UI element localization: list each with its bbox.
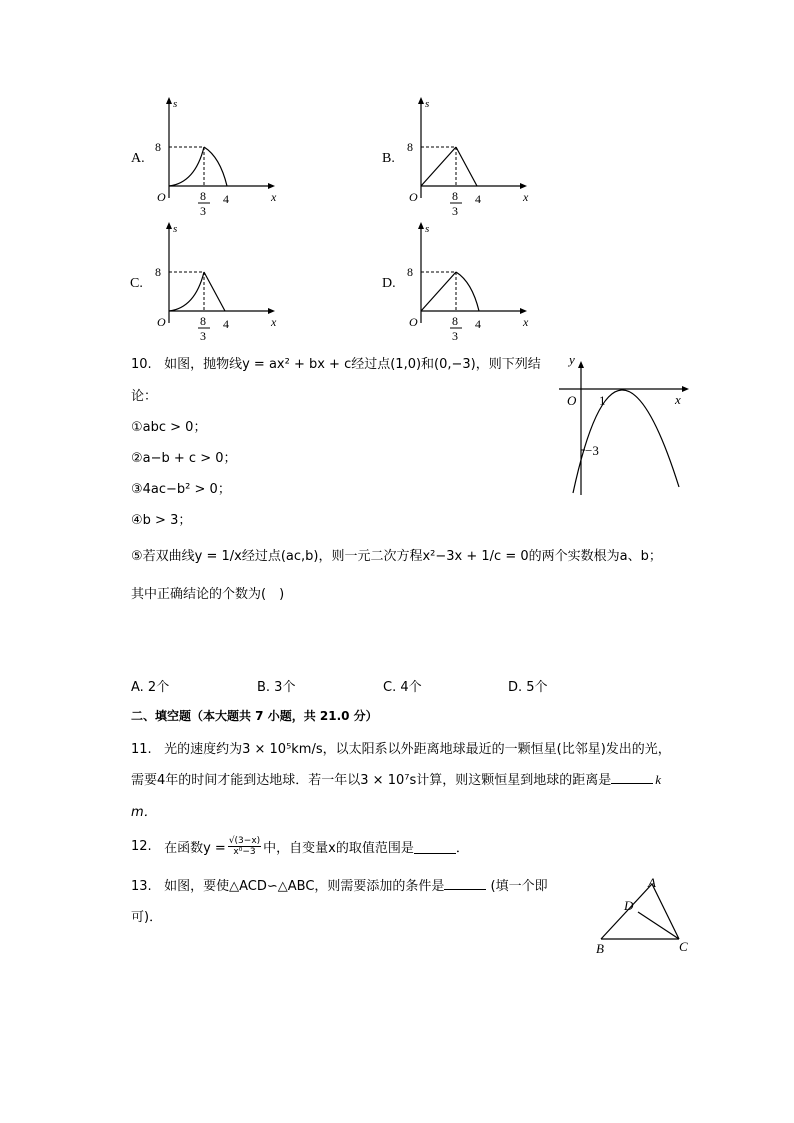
x-tick-den: 3: [452, 204, 458, 218]
section-2-heading: 二、填空题（本大题共 7 小题，共 21.0 分）: [131, 709, 378, 723]
q10-choice-c[interactable]: C. 4个: [383, 680, 422, 695]
q10-stem-text: 如图，抛物线y = ax² + bx + c经过点(1,0)和(0,−3)，则下列结: [164, 357, 541, 372]
vertex-c: C: [679, 939, 688, 954]
x-tick-num: 8: [452, 314, 458, 328]
q11-number: 11.: [131, 742, 152, 757]
y-axis-label: s: [425, 223, 430, 235]
y-axis-label: s: [173, 98, 178, 110]
q12-fraction-num: √(3−x): [228, 836, 261, 846]
x-tick-4: 4: [475, 192, 481, 206]
q10-item-5: ⑤若双曲线y = 1/x经过点(ac,b)，则一元二次方程x²−3x + 1/c = 0的两个实数根为a、b；: [131, 549, 662, 564]
q10-item-3: ③4ac−b² > 0；: [131, 482, 231, 497]
q10-stem-cont: 论：: [131, 389, 158, 404]
x-axis-label: x: [271, 190, 277, 204]
y-tick-8: 8: [155, 265, 161, 279]
q12-fraction: [228, 836, 261, 857]
y-axis-label: s: [425, 98, 430, 110]
x-axis-label: x: [271, 315, 277, 329]
vertex-d: D: [624, 898, 634, 913]
line-rise: [421, 272, 456, 311]
x-tick-4: 4: [223, 317, 229, 331]
q11-line1-text: 光的速度约为3 × 10⁵km/s，以太阳系以外距离地球最近的一颗恒星(比邻星)发出的光，: [164, 742, 671, 757]
option-d-letter: D.: [382, 276, 396, 291]
q10-choice-b[interactable]: B. 3个: [257, 680, 296, 695]
q11-line2: [131, 769, 661, 788]
origin-label: O: [409, 315, 418, 329]
curve-fall: [204, 147, 227, 186]
x-axis-arrow: [682, 386, 689, 392]
x-tick-num: 8: [200, 189, 206, 203]
q10-item-2: ②a−b + c > 0；: [131, 451, 237, 466]
q10-choice-d[interactable]: D. 5个: [508, 680, 548, 695]
option-b-graph[interactable]: [377, 95, 547, 220]
option-d-graph[interactable]: [377, 220, 547, 345]
y-axis-arrow: [166, 97, 172, 104]
option-c-letter: C.: [130, 276, 143, 291]
option-a-letter: A.: [131, 151, 145, 166]
q13-answer-blank[interactable]: [444, 876, 486, 890]
x-tick-4: 4: [223, 192, 229, 206]
q10-parabola-figure: [555, 350, 695, 500]
q11-unit-k: k: [655, 772, 662, 787]
y-axis-arrow: [418, 222, 424, 229]
q13-text: 如图，要使△ACD∽△ABC，则需要添加的条件是: [164, 879, 445, 894]
q12-line: [131, 836, 469, 857]
x-axis-label: x: [523, 190, 529, 204]
y-axis-label: y: [569, 352, 575, 367]
option-c-plot: [125, 220, 295, 345]
curve-rise: [169, 272, 204, 311]
q11-line3: m．: [131, 805, 157, 820]
x-axis-arrow: [268, 183, 275, 189]
vertex-a: A: [648, 875, 656, 890]
q13-line2: 可)．: [131, 910, 163, 925]
q10-item-4: ④b > 3；: [131, 513, 192, 528]
q10-number: 10.: [131, 357, 152, 372]
q10-item-1: ①abc > 0；: [131, 420, 207, 435]
q13-line1: [131, 875, 548, 894]
q11-line1: [131, 738, 671, 757]
x-tick-num: 8: [200, 314, 206, 328]
y-axis-label: s: [173, 223, 178, 235]
q12-fraction-den: x⁰−3: [233, 847, 256, 857]
q11-answer-blank[interactable]: [611, 770, 653, 784]
x-axis-arrow: [520, 183, 527, 189]
y-tick-8: 8: [407, 265, 413, 279]
y-tick-8: 8: [407, 140, 413, 154]
origin-label: O: [157, 315, 166, 329]
x-tick-den: 3: [200, 204, 206, 218]
option-b-letter: B.: [382, 151, 395, 166]
q10-ask: 其中正确结论的个数为( ): [131, 587, 285, 602]
curve-fall: [456, 272, 479, 311]
x-tick-den: 3: [452, 329, 458, 343]
q10-stem: [131, 353, 541, 372]
parabola-curve: [573, 390, 679, 493]
q12-answer-blank[interactable]: [414, 840, 456, 854]
line-fall: [456, 147, 477, 186]
q11-line2-text: 需要4年的时间才能到达地球．若一年以3 × 10⁷s计算，则这颗恒星到地球的距离是: [131, 773, 612, 788]
q12-number: 12.: [131, 839, 152, 854]
q12-text-before: 在函数y =: [164, 841, 226, 856]
origin-label: O: [409, 190, 418, 204]
y-tick-minus3: −3: [585, 443, 599, 458]
line-rise: [421, 147, 456, 186]
origin-label: O: [567, 393, 577, 408]
x-axis-arrow: [268, 308, 275, 314]
x-tick-1: 1: [599, 393, 606, 408]
origin-label: O: [157, 190, 166, 204]
q12-text-after: 中，自变量x的取值范围是: [263, 841, 414, 856]
q12-end: ．: [455, 841, 469, 856]
y-tick-8: 8: [155, 140, 161, 154]
vertex-b: B: [596, 941, 604, 956]
x-axis-arrow: [520, 308, 527, 314]
x-axis-label: x: [675, 392, 681, 407]
option-c-graph[interactable]: [125, 220, 295, 345]
x-tick-4: 4: [475, 317, 481, 331]
curve-rise: [169, 147, 204, 186]
q13-triangle-figure: [590, 872, 700, 957]
q13-number: 13.: [131, 879, 152, 894]
x-axis-label: x: [523, 315, 529, 329]
option-d-plot: [377, 220, 547, 345]
option-a-graph[interactable]: [125, 95, 295, 220]
x-tick-den: 3: [200, 329, 206, 343]
x-tick-num: 8: [452, 189, 458, 203]
line-fall: [204, 272, 225, 311]
q13-tail: (填一个即: [490, 879, 548, 894]
option-b-plot: [377, 95, 547, 220]
y-axis-arrow: [166, 222, 172, 229]
y-axis-arrow: [578, 361, 584, 368]
y-axis-arrow: [418, 97, 424, 104]
option-a-plot: [125, 95, 295, 220]
q10-choice-a[interactable]: A. 2个: [131, 680, 170, 695]
